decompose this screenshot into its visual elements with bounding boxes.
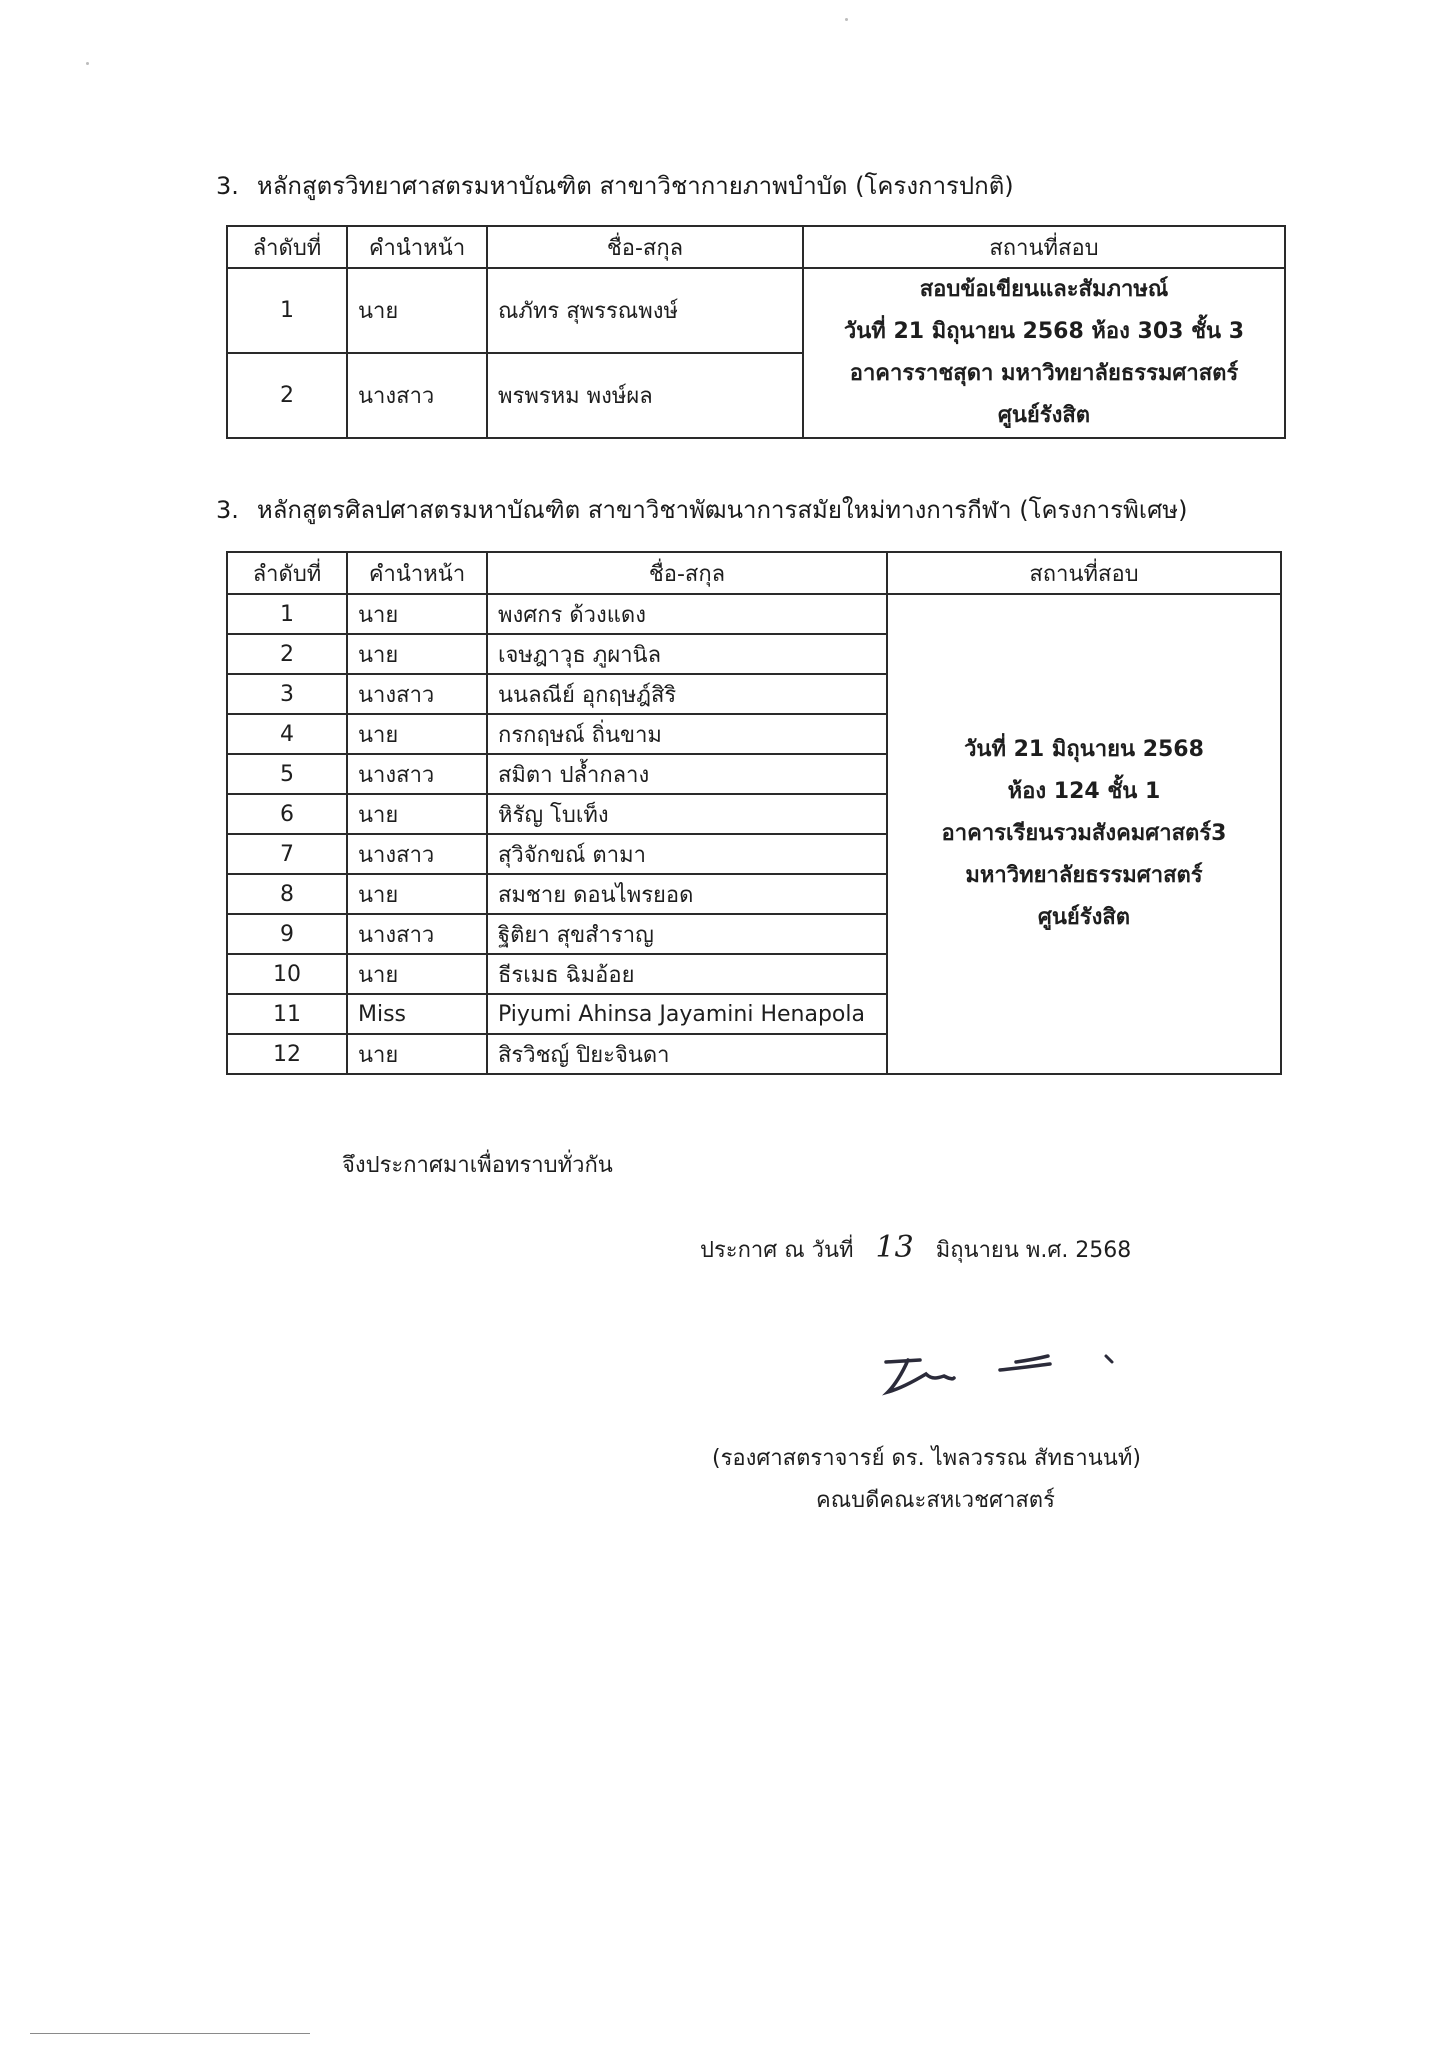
exam-place-line: อาคารราชสุดา มหาวิทยาลัยธรรมศาสตร์ [849,361,1239,386]
cell-exam-place [887,594,1281,1074]
cell-prefix: นาย [347,874,487,914]
cell-name: พงศกร ด้วงแดง [487,594,887,634]
table-row [227,268,1285,353]
cell-prefix: นาย [347,954,487,994]
exam-place-line: ห้อง 124 ชั้น 1 [1007,779,1161,804]
cell-name: นนลณีย์ อุกฤษฎ์สิริ [487,674,887,714]
cell-order: 12 [227,1034,347,1074]
scan-speck [845,18,848,21]
header-prefix: คำนำหน้า [347,552,487,594]
signature-mark [880,1340,1130,1400]
cell-name: ณภัทร สุพรรณพงษ์ [487,268,803,353]
exam-place-line: สอบข้อเขียนและสัมภาษณ์ [919,277,1169,302]
date-suffix: มิถุนายน พ.ศ. 2568 [935,1238,1132,1263]
cell-prefix: นาย [347,634,487,674]
cell-prefix: นางสาว [347,674,487,714]
cell-order: 10 [227,954,347,994]
cell-prefix: นาย [347,714,487,754]
section-2-number: 3. [216,496,239,524]
cell-prefix: นาย [347,1034,487,1074]
section-2-table [226,551,1282,1075]
table-header-row [227,552,1281,594]
cell-exam-place [803,268,1285,438]
cell-name: หิรัญ โบเท็ง [487,794,887,834]
header-place: สถานที่สอบ [887,552,1281,594]
table-header-row [227,226,1285,268]
section-2-title: หลักสูตรศิลปศาสตรมหาบัณฑิต สาขาวิชาพัฒนาการสมัยใหม่ทางการกีฬา (โครงการพิเศษ) [256,496,1188,524]
scan-speck [86,62,89,65]
header-name: ชื่อ-สกุล [487,226,803,268]
header-order: ลำดับที่ [227,552,347,594]
header-name: ชื่อ-สกุล [487,552,887,594]
cell-prefix: นางสาว [347,353,487,438]
cell-order: 2 [227,353,347,438]
cell-order: 4 [227,714,347,754]
cell-order: 2 [227,634,347,674]
exam-place-line: อาคารเรียนรวมสังคมศาสตร์3 [941,821,1227,846]
cell-prefix: นาย [347,794,487,834]
cell-order: 1 [227,594,347,634]
cell-name: ฐิติยา สุขสำราญ [487,914,887,954]
scan-artifact-line [30,2033,310,2034]
announcement-date [700,1230,1131,1267]
exam-place-line: ศูนย์รังสิต [1037,905,1131,930]
cell-name: ธีรเมธ ฉิมอ้อย [487,954,887,994]
cell-prefix: นางสาว [347,754,487,794]
cell-order: 6 [227,794,347,834]
header-place: สถานที่สอบ [803,226,1285,268]
cell-prefix: นางสาว [347,834,487,874]
table-row [227,594,1281,634]
cell-order: 5 [227,754,347,794]
signer-name: (รองศาสตราจารย์ ดร. ไพลวรรณ สัทธานนท์) [712,1446,1141,1471]
announcement-text: จึงประกาศมาเพื่อทราบทั่วกัน [342,1153,613,1178]
cell-prefix: นางสาว [347,914,487,954]
cell-prefix: นาย [347,268,487,353]
section-1-heading [216,166,1014,205]
header-prefix: คำนำหน้า [347,226,487,268]
signer-title: คณบดีคณะสหเวชศาสตร์ [816,1488,1055,1513]
cell-prefix: นาย [347,594,487,634]
cell-name: Piyumi Ahinsa Jayamini Henapola [487,994,887,1034]
exam-place-line: วันที่ 21 มิถุนายน 2568 ห้อง 303 ชั้น 3 [843,319,1245,344]
cell-order: 3 [227,674,347,714]
section-2-heading [216,490,1188,529]
exam-place-line: มหาวิทยาลัยธรรมศาสตร์ [965,863,1203,888]
date-prefix: ประกาศ ณ วันที่ [700,1238,854,1263]
cell-name: สุวิจักขณ์ ตามา [487,834,887,874]
cell-name: สมิตา ปล้ำกลาง [487,754,887,794]
exam-place-line: ศูนย์รังสิต [997,403,1091,428]
cell-order: 8 [227,874,347,914]
section-1-table [226,225,1286,439]
cell-order: 9 [227,914,347,954]
section-1-number: 3. [216,172,239,200]
cell-name: สมชาย ดอนไพรยอด [487,874,887,914]
section-1-title: หลักสูตรวิทยาศาสตรมหาบัณฑิต สาขาวิชากายภาพบำบัด (โครงการปกติ) [256,172,1014,200]
cell-order: 11 [227,994,347,1034]
cell-name: พรพรหม พงษ์ผล [487,353,803,438]
cell-prefix: Miss [347,994,487,1034]
cell-name: สิรวิชญ์ ปิยะจินดา [487,1034,887,1074]
header-order: ลำดับที่ [227,226,347,268]
exam-place-line: วันที่ 21 มิถุนายน 2568 [964,737,1204,762]
cell-order: 1 [227,268,347,353]
cell-name: กรกฤษณ์ ถิ่นขาม [487,714,887,754]
cell-name: เจษฎาวุธ ภูผานิล [487,634,887,674]
cell-order: 7 [227,834,347,874]
date-day-handwritten: 13 [875,1230,914,1265]
